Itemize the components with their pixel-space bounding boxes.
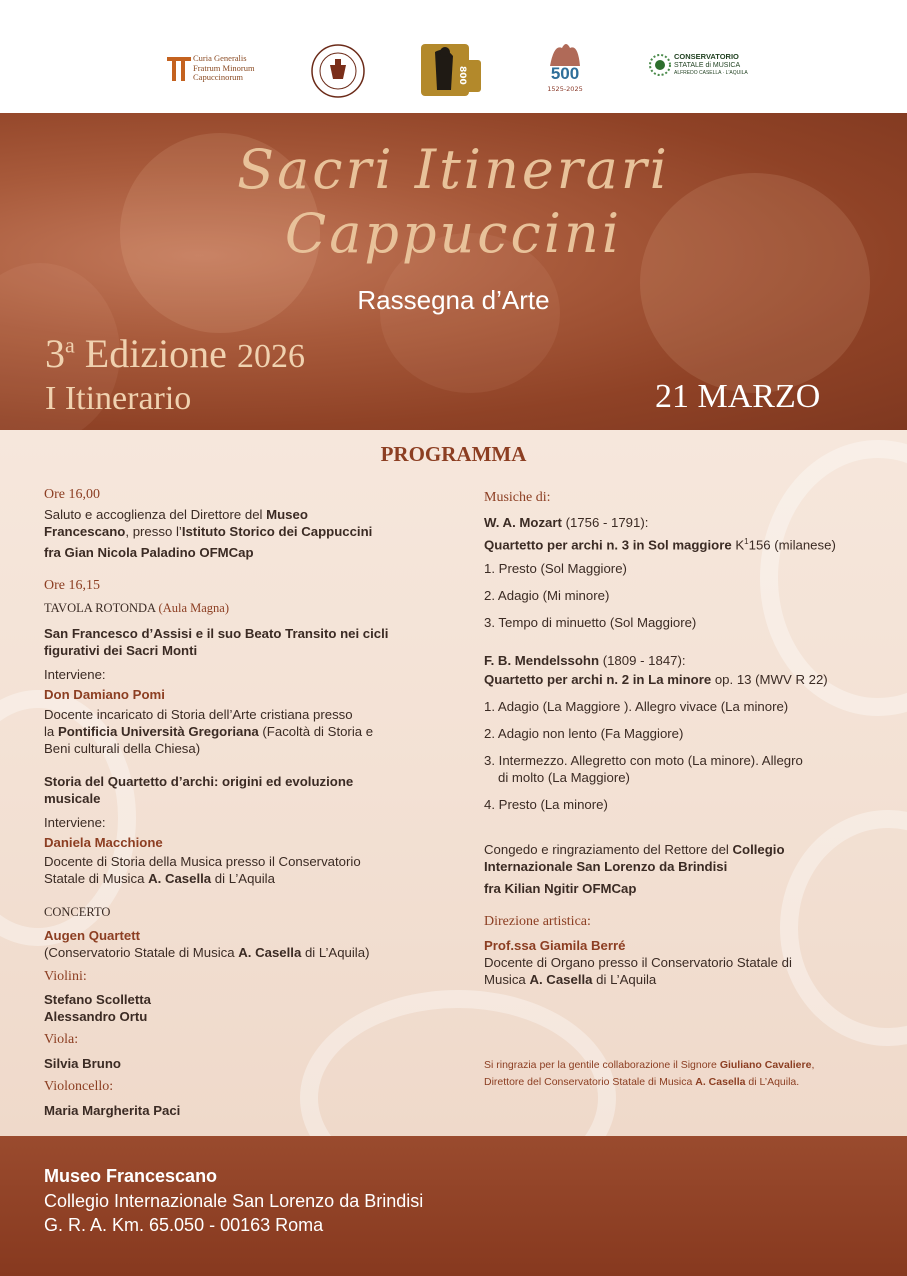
- movement: 3. Intermezzo. Allegretto con moto (La minore). Allegro: [484, 753, 803, 768]
- 500-number: 500: [550, 64, 580, 83]
- concert-label: CONCERTO: [44, 905, 111, 919]
- welcome-text-part: Museo: [266, 507, 308, 522]
- viola-player: Silvia Bruno: [44, 1056, 121, 1071]
- viola-label: Viola:: [44, 1032, 79, 1047]
- desc-part: la: [44, 724, 58, 739]
- talk-1-title: San Francesco d’Assisi e il suo Beato Transito nei cicli: [44, 626, 389, 641]
- farewell-host: fra Kilian Ngitir OFMCap: [484, 881, 637, 896]
- welcome-text: [44, 523, 372, 540]
- 500-years: 1525-2025: [547, 85, 583, 93]
- subtitle: Rassegna d’Arte: [357, 285, 550, 315]
- desc-part: Pontificia Università Gregoriana: [57, 724, 259, 739]
- work-title: Quartetto per archi n. 3 in Sol maggiore: [484, 537, 732, 553]
- mendelssohn-work: [484, 671, 828, 688]
- stucco-swirl: [780, 810, 907, 1046]
- thanks-part: ,: [811, 1059, 815, 1071]
- welcome-text-part: Istituto Storico dei Cappuccini: [181, 524, 373, 539]
- desc-part: (Conservatorio Statale di Musica: [44, 945, 239, 960]
- thanks-part: Si ringrazia per la gentile collaborazione il Signore: [484, 1059, 720, 1071]
- venue-address: G. R. A. Km. 65.050 - 00163 Roma: [44, 1215, 324, 1235]
- thanks-part: Giuliano Cavaliere: [719, 1059, 812, 1071]
- direction-label: Direzione artistica:: [484, 914, 591, 929]
- anniversary-number: 800: [457, 66, 467, 85]
- composer-years: (1809 - 1847):: [599, 653, 686, 668]
- edition-year: 2026: [236, 338, 305, 375]
- violins-label: Violini:: [44, 969, 87, 984]
- speaker-1-desc: Beni culturali della Chiesa): [44, 741, 201, 756]
- farewell-text: Internazionale San Lorenzo da Brindisi: [484, 859, 728, 874]
- istituto-seal-logo: [310, 43, 366, 99]
- time-1600: Ore 16,00: [44, 487, 100, 502]
- logo-bar: [0, 0, 907, 113]
- speaker-2-desc: [44, 870, 275, 887]
- title-line-2: Cappuccini: [284, 202, 623, 265]
- round-table-place: (Aula Magna): [158, 601, 229, 615]
- farewell-text: [484, 841, 785, 858]
- edition-word: Edizione: [84, 331, 227, 376]
- title-line-1: Sacri Itinerari: [237, 138, 670, 201]
- edition-sup: a: [65, 332, 75, 358]
- composer-name: F. B. Mendelssohn: [484, 653, 600, 668]
- director-desc: Docente di Organo presso il Conservatorio Statale di: [484, 955, 792, 970]
- desc-part: di L’Aquila: [211, 871, 275, 886]
- speaker-2-desc: Docente di Storia della Musica presso il Conservatorio: [44, 854, 361, 869]
- curia-line: Curia Generalis: [193, 53, 247, 63]
- violin-player: Alessandro Ortu: [44, 1009, 148, 1024]
- music-by-label: Musiche di:: [484, 490, 551, 505]
- work-title: Quartetto per archi n. 2 in La minore: [484, 672, 712, 687]
- movement: di molto (La Maggiore): [498, 770, 630, 785]
- program-title: PROGRAMMA: [380, 442, 527, 466]
- thanks-note: [484, 1074, 799, 1091]
- curia-logo: [165, 52, 265, 86]
- itinerary-label: I Itinerario: [45, 380, 192, 417]
- work-catalog: K: [731, 537, 745, 553]
- speaker-2-name: Daniela Macchione: [44, 835, 163, 850]
- thanks-part: A. Casella: [695, 1076, 746, 1088]
- desc-part: A. Casella: [529, 972, 593, 987]
- conservatorio-icon: [648, 52, 672, 78]
- farewell-part: Collegio: [732, 842, 785, 857]
- venue-college: Collegio Internazionale San Lorenzo da Brindisi: [44, 1191, 424, 1211]
- conservatorio-logo: [648, 52, 748, 82]
- movement: 1. Presto (Sol Maggiore): [484, 561, 627, 576]
- footer-band: [0, 1136, 907, 1276]
- composer-years: (1756 - 1791):: [561, 515, 649, 530]
- composer-name: W. A. Mozart: [484, 515, 562, 530]
- thanks-note: [484, 1057, 814, 1074]
- cello-label: Violoncello:: [44, 1079, 114, 1094]
- quartet-desc: [44, 944, 369, 961]
- conservatorio-line: ALFREDO CASELLA · L'AQUILA: [674, 69, 748, 76]
- work-catalog: 156 (milanese): [748, 537, 836, 553]
- speaker-1-desc: [44, 723, 373, 740]
- francis-800-icon: [415, 38, 483, 96]
- conservatorio-line: STATALE di MUSICA: [674, 61, 741, 69]
- desc-part: A. Casella: [148, 871, 212, 886]
- welcome-text-part: Francescano: [44, 524, 126, 539]
- welcome-text-part: , presso l’: [125, 524, 182, 539]
- desc-part: Musica: [484, 972, 530, 987]
- speaker-1-desc: Docente incaricato di Storia dell’Arte cristiana presso: [44, 707, 353, 722]
- movement: 4. Presto (La minore): [484, 797, 608, 812]
- speaks-label: Interviene:: [44, 667, 106, 682]
- violin-player: Stefano Scolletta: [44, 992, 151, 1007]
- seal-icon: [310, 43, 366, 99]
- time-1615: Ore 16,15: [44, 578, 100, 593]
- round-table-label: [44, 600, 229, 617]
- conservatorio-line: CONSERVATORIO: [674, 52, 739, 61]
- mozart-work: [484, 533, 836, 553]
- thanks-part: di L’Aquila.: [745, 1076, 800, 1088]
- movement: 2. Adagio (Mi minore): [484, 588, 610, 603]
- edition-number: 3: [45, 331, 65, 376]
- curia-line: Fratrum Minorum: [193, 62, 255, 73]
- talk-2-title: musicale: [44, 791, 101, 806]
- movement: 1. Adagio (La Maggiore ). Allegro vivace (La minore): [484, 699, 789, 714]
- welcome-text-part: Saluto e accoglienza del Direttore del: [44, 507, 267, 522]
- thanks-part: Direttore del Conservatorio Statale di Musica: [484, 1076, 696, 1088]
- round-table-title: TAVOLA ROTONDA: [44, 601, 156, 615]
- director-desc: [484, 971, 656, 988]
- movement: 3. Tempo di minuetto (Sol Maggiore): [484, 615, 697, 630]
- desc-part: di L’Aquila: [592, 972, 657, 987]
- desc-part: di L’Aquila): [301, 945, 370, 960]
- speaker-1-name: Don Damiano Pomi: [44, 687, 165, 702]
- tau-icon: [167, 55, 191, 83]
- cello-player: Maria Margherita Paci: [44, 1103, 181, 1118]
- welcome-host: fra Gian Nicola Paladino OFMCap: [44, 545, 254, 560]
- curia-line: Capuccinorum: [193, 72, 244, 82]
- desc-part: Statale di Musica: [44, 871, 149, 886]
- quartet-name: Augen Quartett: [44, 928, 140, 943]
- anniversary-800-logo: [415, 38, 483, 96]
- farewell-part: Congedo e ringraziamento del Rettore del: [484, 842, 733, 857]
- desc-part: (Facoltà di Storia e: [258, 724, 374, 739]
- edition-label: [45, 330, 305, 377]
- 500-years-logo: [540, 38, 590, 96]
- movement: 2. Adagio non lento (Fa Maggiore): [484, 726, 684, 741]
- talk-1-title: figurativi dei Sacri Monti: [44, 643, 198, 658]
- composer-mozart: [484, 514, 648, 531]
- talk-2-title: Storia del Quartetto d’archi: origini ed evoluzione: [44, 774, 354, 789]
- desc-part: A. Casella: [238, 945, 302, 960]
- welcome-text: [44, 506, 308, 523]
- speaks-label: Interviene:: [44, 815, 106, 830]
- work-catalog: op. 13 (MWV R 22): [711, 672, 828, 687]
- composer-mendelssohn: [484, 652, 686, 669]
- event-date: 21 MARZO: [655, 378, 821, 415]
- venue-name: Museo Francescano: [44, 1166, 218, 1186]
- director-name: Prof.ssa Giamila Berré: [484, 938, 626, 953]
- work-catalog-sup: 1: [744, 537, 749, 546]
